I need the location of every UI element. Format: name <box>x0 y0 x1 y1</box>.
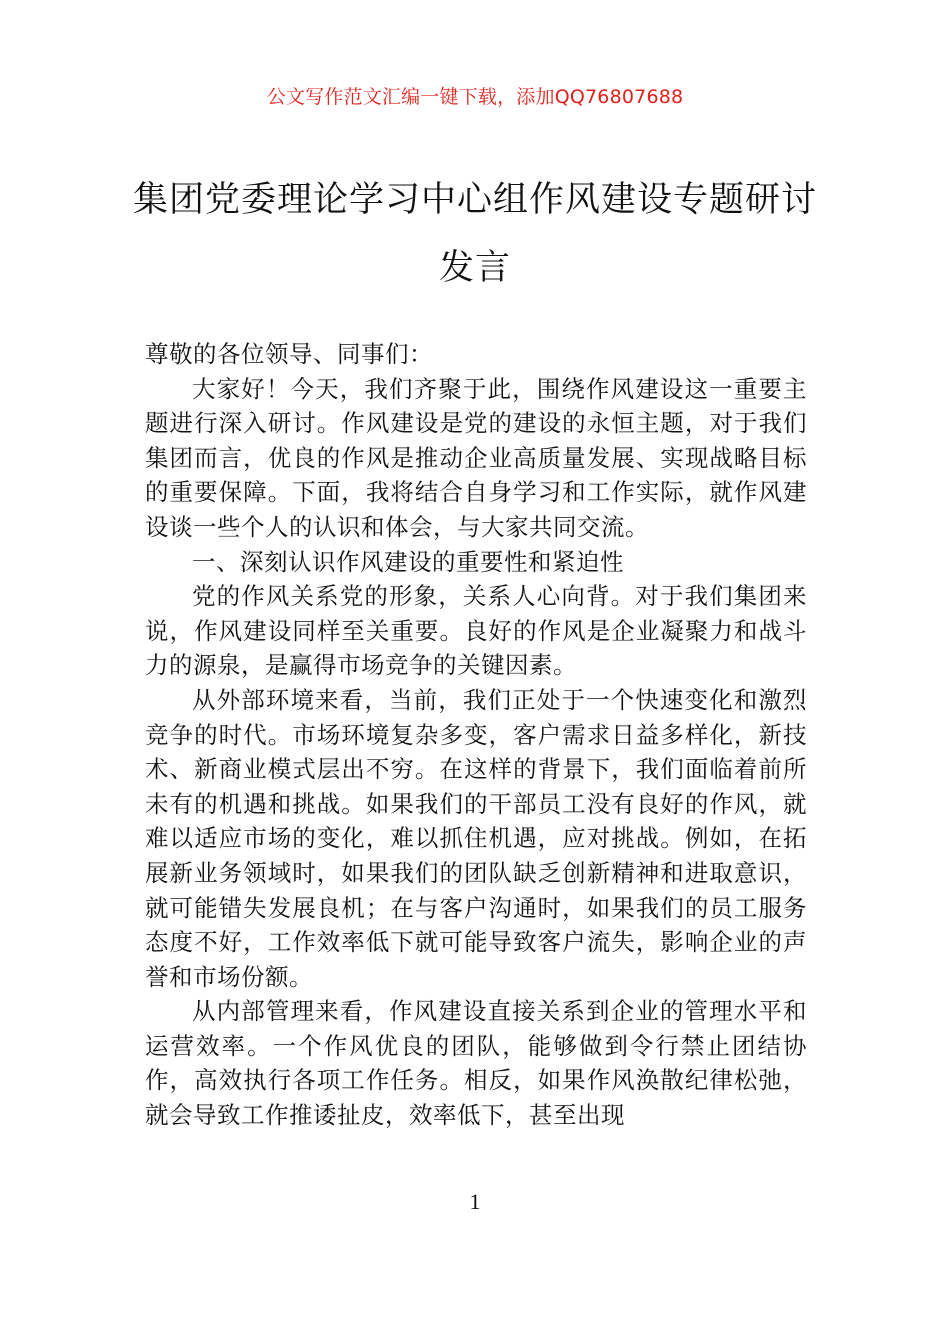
body-paragraph-internal-management: 从内部管理来看，作风建设直接关系到企业的管理水平和运营效率。一个作风优良的团队，能够做到令行禁止团结协作，高效执行各项工作任务。相反，如果作风涣散纪律松弛，就会导致工作推诿扯皮，效率低下，甚至出现 <box>145 997 807 1130</box>
header-banner: 公文写作范文汇编一键下载，添加QQ76807688 <box>266 86 684 108</box>
salutation: 尊敬的各位领导、同事们： <box>145 340 433 368</box>
body-paragraph-importance: 党的作风关系党的形象，关系人心向背。对于我们集团来说，作风建设同样至关重要。良好的作风是企业凝聚力和战斗力的源泉，是赢得市场竞争的关键因素。 <box>145 582 807 680</box>
body-paragraph-external-environment: 从外部环境来看，当前，我们正处于一个快速变化和激烈竞争的时代。市场环境复杂多变，客户需求日益多样化，新技术、新商业模式层出不穷。在这样的背景下，我们面临着前所未有的机遇和挑战。如果我们的干部员工没有良好的作风，就难以适应市场的变化，难以抓住机遇，应对挑战。例如，在拓展新业务领域时，如果我们的团队缺乏创新精神和进取意识，就可能错失发展良机；在与客户沟通时，如果我们的员工服务态度不好，工作效率低下就可能导致客户流失，影响企业的声誉和市场份额。 <box>145 685 807 991</box>
section-heading-1: 一、深刻认识作风建设的重要性和紧迫性 <box>192 547 624 576</box>
body-paragraph-intro: 大家好！今天，我们齐聚于此，围绕作风建设这一重要主题进行深入研讨。作风建设是党的建设的永恒主题，对于我们集团而言，优良的作风是推动企业高质量发展、实现战略目标的重要保障。下面，我将结合自身学习和工作实际，就作风建设谈一些个人的认识和体会，与大家共同交流。 <box>145 374 807 541</box>
page-number: 1 <box>469 1189 481 1214</box>
document-body <box>145 337 807 1133</box>
document-title: 集团党委理论学习中心组作风建设专题研讨发言 <box>132 180 817 288</box>
